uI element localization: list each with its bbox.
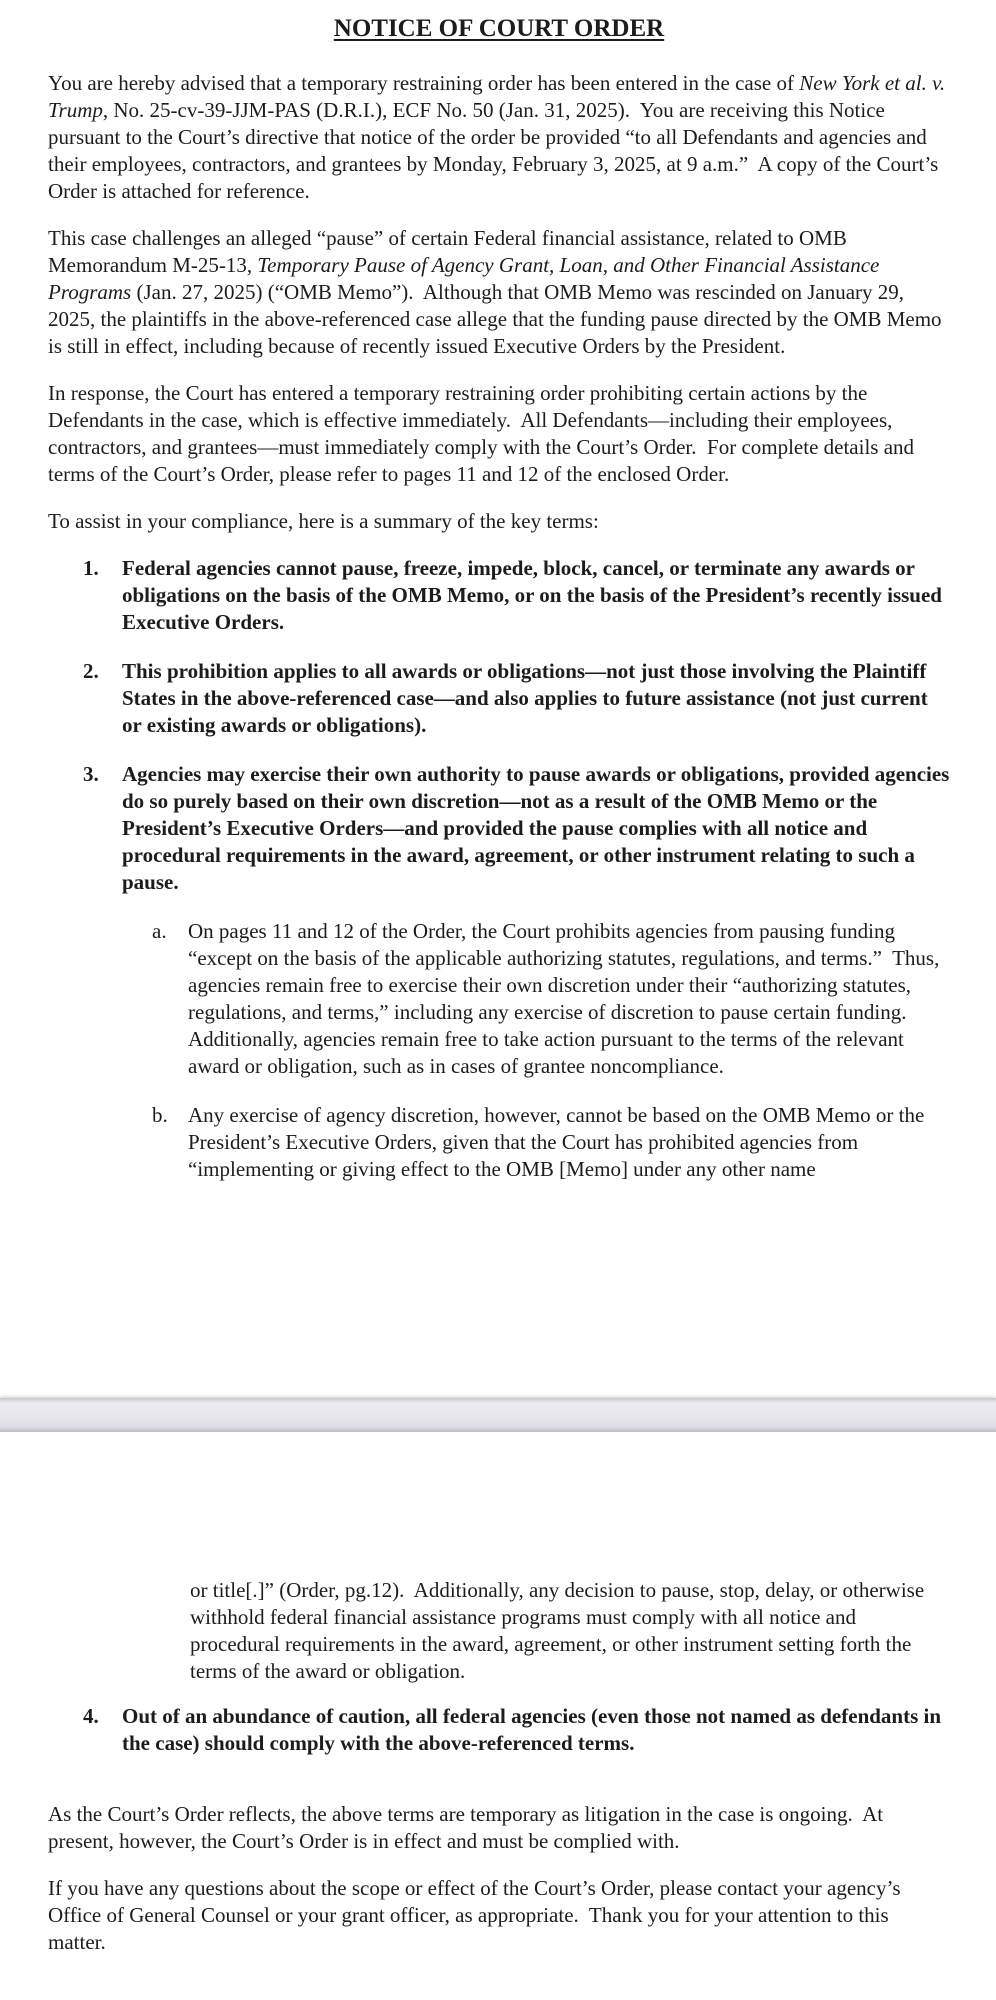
case-background-paragraph: This case challenges an alleged “pause” of certain Federal financial assistance, related to OMB Memorandum M-25-13, Temporary Pause of Agency Grant, Loan, and Other Financial Assistance Programs (Jan. 27, 2025) (“OMB Memo”). Although that OMB Memo was rescinded on January 29, 2025, the plaintiffs in the above-referenced case allege that the funding pause directed by the OMB Memo is still in effect, including because of recently issued Executive Orders by the President. — [48, 226, 947, 358]
key-term-4 — [48, 1703, 950, 1757]
key-term-1 — [48, 555, 950, 636]
intro-paragraph: You are hereby advised that a temporary restraining order has been entered in the case of New York et al. v. Trump, No. 25-cv-39-JJM-PAS (D.R.I.), ECF No. 50 (Jan. 31, 2025). You are receiving this Notice pursuant to the Court’s directive that notice of the order be provided “to all Defendants and agencies and their employees, contractors, and grantees by Monday, February 3, 2025, at 9 a.m.” A copy of the Court’s Order is attached for reference. — [48, 71, 951, 203]
court-response-paragraph: In response, the Court has entered a temporary restraining order prohibiting certain actions by the Defendants in the case, which is effective immediately. All Defendants—including their employees, contractors, and grantees—must immediately comply with the Court’s Order. For complete details and terms of the Court’s Order, please refer to pages 11 and 12 of the enclosed Order. — [48, 381, 920, 486]
key-term-3-text: Agencies may exercise their own authority to pause awards or obligations, provided agencies do so purely based on their own discretion—not as a result of the OMB Memo or the President’s Executive Orders—and provided the pause complies with all notice and procedural requirements in the award, agreement, or other instrument relating to such a pause. — [122, 762, 955, 894]
page-break-gap — [0, 1398, 996, 1432]
summary-lead: To assist in your compliance, here is a summary of the key terms: — [48, 509, 599, 533]
key-term-2-marker: 2. — [83, 659, 99, 683]
sub-term-a-marker: a. — [152, 919, 167, 943]
sub-term-b-text: Any exercise of agency discretion, however, cannot be based on the OMB Memo or the President’s Executive Orders, given that the Court has prohibited agencies from “implementing or giving effect to the OMB [Memo] under any other name — [188, 1103, 930, 1181]
key-term-3-marker: 3. — [83, 762, 99, 786]
key-term-2-text: This prohibition applies to all awards or obligations—not just those involving the Plaintiff States in the above-referenced case—and also applies to future assistance (not just current or existing awards or obligations). — [122, 659, 933, 737]
sub-term-b-marker: b. — [152, 1103, 168, 1127]
document-page-2 — [0, 1432, 996, 2000]
sub-term-b-continuation: or title[.]” (Order, pg.12). Additionally, any decision to pause, stop, delay, or otherwise withhold federal financial assistance programs must comply with all notice and procedural requirements in the award, agreement, or other instrument setting forth the terms of the award or obligation. — [190, 1578, 930, 1683]
closing-paragraph-1: As the Court’s Order reflects, the above terms are temporary as litigation in the case is ongoing. At present, however, the Court’s Order is in effect and must be complied with. — [48, 1802, 889, 1853]
key-term-3 — [48, 761, 955, 896]
key-term-1-text: Federal agencies cannot pause, freeze, impede, block, cancel, or terminate any awards or obligations on the basis of the OMB Memo, or on the basis of the President’s recently issued Executive Orders. — [122, 556, 948, 634]
key-term-1-marker: 1. — [83, 556, 99, 580]
document-title: NOTICE OF COURT ORDER — [333, 15, 665, 42]
key-term-2 — [48, 658, 950, 739]
key-term-4-text: Out of an abundance of caution, all federal agencies (even those not named as defendants in the case) should comply with the above-referenced terms. — [122, 1704, 947, 1755]
sub-term-a — [48, 918, 950, 1080]
sub-term-a-text: On pages 11 and 12 of the Order, the Court prohibits agencies from pausing funding “except on the basis of the applicable authorizing statutes, regulations, and terms.” Thus, agencies remain free to exercise their own discretion under their “authorizing statutes, regulations, and terms,” including any exercise of discretion to pause certain funding. Additionally, agencies remain free to take action pursuant to the terms of the relevant award or obligation, such as in cases of grantee noncompliance. — [188, 919, 945, 1078]
closing-paragraph-2: If you have any questions about the scope or effect of the Court’s Order, please contact your agency’s Office of General Counsel or your grant officer, as appropriate. Thank you for your attention to this matter. — [48, 1876, 906, 1954]
key-term-4-marker: 4. — [83, 1704, 99, 1728]
sub-term-b — [48, 1102, 950, 1183]
